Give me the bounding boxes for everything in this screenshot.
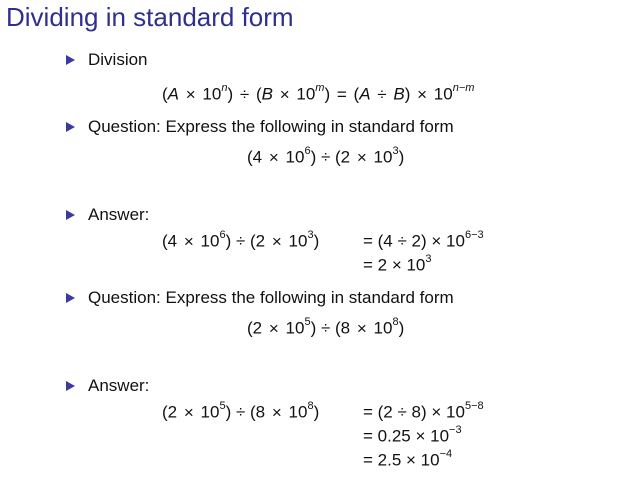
bullet-text: Division	[88, 50, 148, 69]
bullet-text: Question: Express the following in standard form	[88, 288, 454, 307]
answer-2-line-1: = $(2 \div 8) \times 10^{5-8}$	[363, 400, 484, 422]
bullet-division	[66, 50, 148, 70]
slide-title: Dividing in standard form	[6, 2, 294, 32]
answer-1-line-2: = $2 \times 10^3$	[363, 253, 432, 275]
bullet-arrow-icon	[66, 122, 75, 132]
answer-2-left: $(2 \times 10^5) \div (8 \times 10^8)$	[162, 400, 320, 422]
bullet-arrow-icon	[66, 381, 75, 391]
bullet-text: Answer:	[88, 205, 150, 224]
bullet-arrow-icon	[66, 210, 75, 220]
answer-1-left: $(4 \times 10^6) \div (2 \times 10^3)$	[162, 229, 320, 251]
division-rule: $(A \times 10^n) \div (B \times 10^m) = (A \div B) \times 10^{n-m}$	[162, 82, 475, 104]
bullet-text: Answer:	[88, 376, 150, 395]
question-2-expression: $(2 \times 10^5) \div (8 \times 10^8)$	[247, 316, 405, 338]
answer-2-line-2: = $0.25 \times 10^{-3}$	[363, 424, 462, 446]
bullet-arrow-icon	[66, 293, 75, 303]
bullet-question-1	[66, 117, 454, 137]
bullet-answer-1	[66, 205, 149, 225]
bullet-question-2	[66, 288, 454, 308]
answer-2-line-3: = $2.5 \times 10^{-4}$	[363, 448, 453, 470]
bullet-text: Question: Express the following in standard form	[88, 117, 454, 136]
bullet-arrow-icon	[66, 55, 75, 65]
bullet-answer-2	[66, 376, 149, 396]
answer-1-line-1: = $(4 \div 2) \times 10^{6-3}$	[363, 229, 484, 251]
question-1-expression: $(4 \times 10^6) \div (2 \times 10^3)$	[247, 145, 405, 167]
